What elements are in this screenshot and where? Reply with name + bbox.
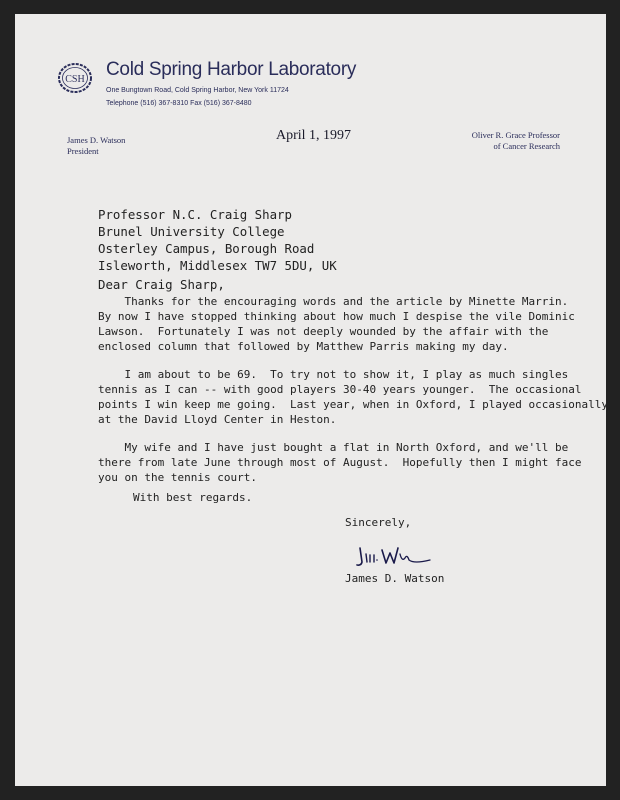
paragraph-line: Lawson. Fortunately I was not deeply wounded by the affair with the	[98, 325, 549, 338]
paragraph-line: I am about to be 69. To try not to show it, I play as much singles	[98, 368, 569, 381]
paragraph-line: at the David Lloyd Center in Heston.	[98, 413, 337, 426]
sender-name: James D. Watson	[67, 135, 126, 145]
signer-name: James D. Watson	[345, 572, 445, 585]
recipient-line: Professor N.C. Craig Sharp	[98, 207, 292, 222]
logo-text: CSH	[65, 74, 85, 85]
closing: Sincerely,	[345, 516, 412, 529]
paragraph-line: My wife and I have just bought a flat in North Oxford, and we'll be	[98, 441, 569, 454]
recipient-line: Osterley Campus, Borough Road	[98, 241, 315, 256]
signature-icon	[352, 540, 432, 572]
org-phone-fax: Telephone (516) 367-8310 Fax (516) 367-8480	[106, 100, 252, 107]
letter-date: April 1, 1997	[276, 128, 352, 143]
org-name: Cold Spring Harbor Laboratory	[106, 59, 357, 80]
chair-title-line1: Oliver R. Grace Professor	[471, 130, 560, 140]
recipient-line: Brunel University College	[98, 224, 285, 239]
paragraph-line: By now I have stopped thinking about how much I despise the vile Dominic	[98, 310, 575, 323]
paragraph-line: there from late June through most of August. Hopefully then I might face	[98, 456, 582, 469]
paragraph-line: enclosed column that followed by Matthew Parris making my day.	[98, 340, 509, 353]
paragraph-line: Thanks for the encouraging words and the article by Minette Marrin.	[98, 295, 569, 308]
recipient-line: Isleworth, Middlesex TW7 5DU, UK	[98, 258, 337, 273]
regards-line: With best regards.	[133, 491, 253, 504]
csh-logo-icon	[57, 62, 93, 94]
salutation: Dear Craig Sharp,	[98, 277, 225, 292]
paragraph-line: you on the tennis court.	[98, 471, 257, 484]
paragraph-line: tennis as I can -- with good players 30-40 years younger. The occasional	[98, 383, 582, 396]
paragraph-line: points I win keep me going. Last year, when in Oxford, I played occasionally	[98, 398, 608, 411]
sender-title: President	[67, 146, 99, 156]
chair-title-line2: of Cancer Research	[493, 141, 560, 151]
org-address: One Bungtown Road, Cold Spring Harbor, New York 11724	[106, 87, 289, 94]
